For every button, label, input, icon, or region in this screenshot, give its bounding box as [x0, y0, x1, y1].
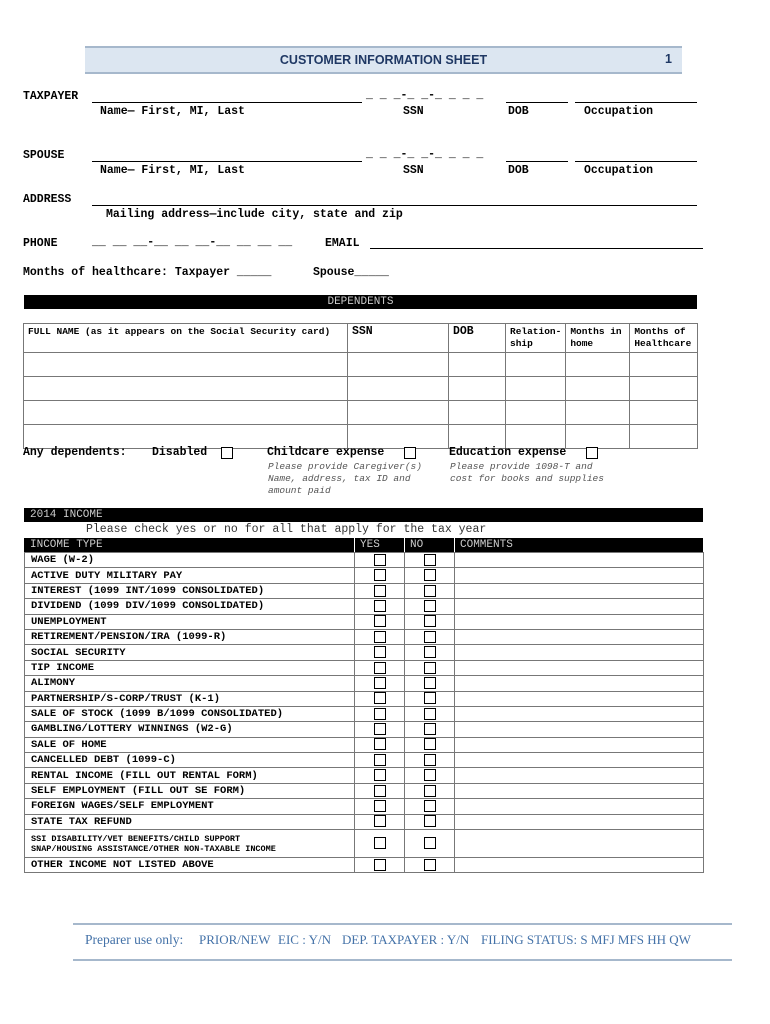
- income-no-cell: [405, 830, 455, 858]
- income-no-checkbox[interactable]: [424, 723, 436, 735]
- income-type-label: TIP INCOME: [31, 661, 95, 674]
- income-type-cell: [25, 614, 355, 629]
- income-comment-cell[interactable]: [455, 706, 704, 721]
- income-comment-cell[interactable]: [455, 599, 704, 614]
- income-row: [25, 830, 704, 858]
- dependent-ssn-cell[interactable]: [348, 377, 449, 401]
- dependent-name-cell[interactable]: [24, 401, 348, 425]
- childcare-label: Childcare expense: [267, 446, 385, 459]
- income-no-cell: [405, 783, 455, 798]
- healthcare-spouse[interactable]: Spouse_____: [313, 266, 389, 279]
- col-relationship: Relation-ship: [506, 324, 566, 353]
- income-yes-checkbox[interactable]: [374, 785, 386, 797]
- income-no-cell: [405, 768, 455, 783]
- income-no-checkbox[interactable]: [424, 769, 436, 781]
- income-type-label: RENTAL INCOME (FILL OUT RENTAL FORM): [31, 769, 258, 782]
- income-yes-checkbox[interactable]: [374, 600, 386, 612]
- spouse-dob-caption: DOB: [508, 164, 529, 177]
- ssi-label-line1: SSI DISABILITY/VET BENEFITS/CHILD SUPPORT: [31, 833, 241, 844]
- income-type-label: ALIMONY: [31, 677, 76, 690]
- dependents-bar: [24, 295, 697, 309]
- page-number: 1: [665, 52, 672, 66]
- taxpayer-ssn-field[interactable]: _ _ _-_ _-_ _ _ _: [366, 89, 484, 102]
- dependent-health-cell[interactable]: [630, 377, 698, 401]
- spouse-name-field[interactable]: [92, 161, 362, 162]
- dependent-row: [24, 425, 698, 449]
- taxpayer-label: TAXPAYER: [23, 90, 79, 103]
- dependent-home-cell[interactable]: [566, 377, 630, 401]
- taxpayer-ssn-caption: SSN: [403, 105, 424, 118]
- income-row: [25, 583, 704, 598]
- income-no-checkbox[interactable]: [424, 646, 436, 658]
- income-no-cell: [405, 553, 455, 568]
- income-yes-checkbox[interactable]: [374, 815, 386, 827]
- income-bar-title: 2014 INCOME: [30, 509, 103, 521]
- income-row: [25, 753, 704, 768]
- income-yes-checkbox[interactable]: [374, 615, 386, 627]
- income-yes-checkbox[interactable]: [374, 646, 386, 658]
- income-yes-checkbox[interactable]: [374, 769, 386, 781]
- income-no-checkbox[interactable]: [424, 554, 436, 566]
- income-row: [25, 722, 704, 737]
- income-yes-cell: [355, 583, 405, 598]
- income-type-cell: [25, 858, 355, 873]
- income-type-cell: [25, 814, 355, 829]
- income-row: [25, 568, 704, 583]
- income-type-label: SALE OF STOCK (1099 B/1099 CONSOLIDATED): [31, 708, 284, 721]
- address-field[interactable]: [92, 205, 697, 206]
- address-caption: Mailing address—include city, state and zip: [106, 208, 403, 221]
- dependent-home-cell[interactable]: [566, 425, 630, 449]
- income-yes-cell: [355, 783, 405, 798]
- col-months-home: Months in home: [566, 324, 630, 353]
- income-type-label: GAMBLING/LOTTERY WINNINGS (W2-G): [31, 723, 233, 736]
- col-full-name: FULL NAME (as it appears on the Social Security card): [24, 324, 348, 353]
- income-type-label: SOCIAL SECURITY: [31, 646, 126, 659]
- col-no: NO: [410, 539, 424, 551]
- income-no-cell: [405, 568, 455, 583]
- income-comment-cell[interactable]: [455, 722, 704, 737]
- dependent-ssn-cell[interactable]: [348, 401, 449, 425]
- dependent-relation-cell[interactable]: [506, 353, 566, 377]
- income-comment-cell[interactable]: [455, 614, 704, 629]
- income-type-cell: [25, 645, 355, 660]
- sheet-header: [85, 46, 682, 74]
- col-months-healthcare: Months of Healthcare: [630, 324, 698, 353]
- income-comment-cell[interactable]: [455, 830, 704, 858]
- income-type-cell: [25, 768, 355, 783]
- preparer-label: Preparer use only:: [85, 932, 184, 947]
- income-yes-cell: [355, 645, 405, 660]
- prior-new-option[interactable]: PRIOR/NEW: [199, 932, 271, 947]
- taxpayer-name-field[interactable]: [92, 102, 362, 103]
- income-comment-cell[interactable]: [455, 568, 704, 583]
- income-type-label: PARTNERSHIP/S-CORP/TRUST (K-1): [31, 692, 221, 705]
- income-row: [25, 614, 704, 629]
- income-comment-cell[interactable]: [455, 660, 704, 675]
- income-yes-checkbox[interactable]: [374, 738, 386, 750]
- income-yes-checkbox[interactable]: [374, 754, 386, 766]
- income-type-label: UNEMPLOYMENT: [31, 615, 107, 628]
- dependent-ssn-cell[interactable]: [348, 425, 449, 449]
- income-no-checkbox[interactable]: [424, 662, 436, 674]
- income-comment-cell[interactable]: [455, 799, 704, 814]
- income-type-label: DIVIDEND (1099 DIV/1099 CONSOLIDATED): [31, 600, 265, 613]
- spouse-ssn-field[interactable]: _ _ _-_ _-_ _ _ _: [366, 148, 484, 161]
- dependent-home-cell[interactable]: [566, 401, 630, 425]
- income-comment-cell[interactable]: [455, 753, 704, 768]
- income-no-checkbox[interactable]: [424, 837, 436, 849]
- dependent-name-cell[interactable]: [24, 377, 348, 401]
- preparer-footer: [73, 923, 732, 961]
- income-yes-cell: [355, 799, 405, 814]
- phone-label: PHONE: [23, 237, 58, 250]
- taxpayer-occupation-field[interactable]: [575, 102, 697, 103]
- dependent-home-cell[interactable]: [566, 353, 630, 377]
- income-yes-checkbox[interactable]: [374, 554, 386, 566]
- income-comment-cell[interactable]: [455, 583, 704, 598]
- income-type-cell: [25, 629, 355, 644]
- income-row: [25, 783, 704, 798]
- col-income-type: INCOME TYPE: [30, 539, 103, 551]
- income-yes-cell: [355, 568, 405, 583]
- spouse-occupation-field[interactable]: [575, 161, 697, 162]
- income-yes-cell: [355, 858, 405, 873]
- income-no-cell: [405, 814, 455, 829]
- income-no-cell: [405, 737, 455, 752]
- income-row: [25, 553, 704, 568]
- income-yes-cell: [355, 629, 405, 644]
- income-no-checkbox[interactable]: [424, 859, 436, 871]
- income-yes-cell: [355, 614, 405, 629]
- income-instruction: Please check yes or no for all that apply for the tax year: [86, 523, 487, 536]
- col-ssn: SSN: [348, 324, 449, 353]
- income-no-checkbox[interactable]: [424, 738, 436, 750]
- income-no-cell: [405, 599, 455, 614]
- taxpayer-name-caption: Name— First, MI, Last: [100, 105, 245, 118]
- income-row: [25, 737, 704, 752]
- dependent-health-cell[interactable]: [630, 425, 698, 449]
- income-type-label: INTEREST (1099 INT/1099 CONSOLIDATED): [31, 584, 265, 597]
- income-no-checkbox[interactable]: [424, 692, 436, 704]
- income-no-cell: [405, 858, 455, 873]
- income-type-label: RETIREMENT/PENSION/IRA (1099-R): [31, 631, 227, 644]
- income-no-cell: [405, 799, 455, 814]
- income-type-cell: [25, 799, 355, 814]
- income-row: [25, 629, 704, 644]
- dependent-dob-cell[interactable]: [449, 425, 506, 449]
- income-row: [25, 691, 704, 706]
- col-dob: DOB: [449, 324, 506, 353]
- dependent-dob-cell[interactable]: [449, 353, 506, 377]
- other-income-label: OTHER INCOME NOT LISTED ABOVE: [31, 859, 214, 872]
- income-type-cell: [25, 583, 355, 598]
- income-yes-checkbox[interactable]: [374, 837, 386, 849]
- income-comment-cell[interactable]: [455, 553, 704, 568]
- address-label: ADDRESS: [23, 193, 72, 206]
- email-field[interactable]: [370, 248, 703, 249]
- income-no-cell: [405, 660, 455, 675]
- income-no-cell: [405, 722, 455, 737]
- income-yes-cell: [355, 753, 405, 768]
- income-no-checkbox[interactable]: [424, 708, 436, 720]
- income-type-label: FOREIGN WAGES/SELF EMPLOYMENT: [31, 800, 214, 813]
- filing-status-option[interactable]: FILING STATUS: S MFJ MFS HH QW: [481, 932, 691, 947]
- income-no-checkbox[interactable]: [424, 785, 436, 797]
- email-label: EMAIL: [325, 237, 360, 250]
- income-yes-checkbox[interactable]: [374, 631, 386, 643]
- spouse-ssn-caption: SSN: [403, 164, 424, 177]
- income-no-checkbox[interactable]: [424, 754, 436, 766]
- income-yes-checkbox[interactable]: [374, 569, 386, 581]
- income-no-checkbox[interactable]: [424, 615, 436, 627]
- dependent-ssn-cell[interactable]: [348, 353, 449, 377]
- dep-taxpayer-option[interactable]: DEP. TAXPAYER : Y/N: [342, 932, 470, 947]
- dependent-relation-cell[interactable]: [506, 401, 566, 425]
- income-comment-cell[interactable]: [455, 814, 704, 829]
- healthcare-taxpayer[interactable]: Months of healthcare: Taxpayer _____: [23, 266, 272, 279]
- income-row: [25, 768, 704, 783]
- income-no-cell: [405, 706, 455, 721]
- income-type-cell: [25, 783, 355, 798]
- dependent-relation-cell[interactable]: [506, 425, 566, 449]
- income-comment-cell[interactable]: [455, 676, 704, 691]
- dependents-bar-title: DEPENDENTS: [327, 296, 394, 308]
- income-yes-checkbox[interactable]: [374, 692, 386, 704]
- income-comment-cell[interactable]: [455, 691, 704, 706]
- income-yes-cell: [355, 706, 405, 721]
- sheet-title: CUSTOMER INFORMATION SHEET: [279, 53, 488, 67]
- spouse-occupation-caption: Occupation: [584, 164, 654, 177]
- income-no-cell: [405, 583, 455, 598]
- income-type-cell: [25, 753, 355, 768]
- income-yes-cell: [355, 676, 405, 691]
- income-row: [25, 599, 704, 614]
- income-type-cell: [25, 599, 355, 614]
- dependent-health-cell[interactable]: [630, 401, 698, 425]
- disabled-label: Disabled: [152, 446, 208, 459]
- income-type-cell: [25, 568, 355, 583]
- taxpayer-dob-field[interactable]: [506, 102, 568, 103]
- income-row: [25, 814, 704, 829]
- income-yes-cell: [355, 691, 405, 706]
- income-type-cell: [25, 830, 355, 858]
- any-dependents-label: Any dependents:: [23, 446, 127, 459]
- income-row: [25, 858, 704, 873]
- education-note: Please provide 1098-T and cost for books and supplies: [450, 461, 604, 484]
- income-row: [25, 706, 704, 721]
- income-yes-checkbox[interactable]: [374, 708, 386, 720]
- income-header-bar: [24, 538, 703, 552]
- income-yes-checkbox[interactable]: [374, 800, 386, 812]
- ssi-label-line2: SNAP/HOUSING ASSISTANCE/OTHER NON-TAXABLE INCOME: [31, 843, 276, 854]
- income-no-cell: [405, 753, 455, 768]
- income-table: [24, 552, 704, 873]
- income-no-cell: [405, 691, 455, 706]
- taxpayer-occupation-caption: Occupation: [584, 105, 654, 118]
- income-yes-cell: [355, 599, 405, 614]
- income-no-checkbox[interactable]: [424, 569, 436, 581]
- income-type-cell: [25, 676, 355, 691]
- dependent-name-cell[interactable]: [24, 425, 348, 449]
- income-yes-cell: [355, 737, 405, 752]
- income-yes-cell: [355, 660, 405, 675]
- income-type-label: CANCELLED DEBT (1099-C): [31, 754, 176, 767]
- income-yes-checkbox[interactable]: [374, 723, 386, 735]
- dependent-dob-cell[interactable]: [449, 377, 506, 401]
- dependent-row: [24, 377, 698, 401]
- income-type-cell: [25, 553, 355, 568]
- income-comment-cell[interactable]: [455, 768, 704, 783]
- dependents-table: [23, 323, 698, 449]
- income-type-cell: [25, 691, 355, 706]
- dependent-dob-cell[interactable]: [449, 401, 506, 425]
- income-no-cell: [405, 645, 455, 660]
- dependent-row: [24, 401, 698, 425]
- income-yes-cell: [355, 830, 405, 858]
- income-row: [25, 645, 704, 660]
- income-no-checkbox[interactable]: [424, 631, 436, 643]
- childcare-checkbox[interactable]: [404, 447, 416, 459]
- income-type-label: ACTIVE DUTY MILITARY PAY: [31, 569, 183, 582]
- dependent-relation-cell[interactable]: [506, 377, 566, 401]
- income-type-cell: [25, 706, 355, 721]
- income-comment-cell[interactable]: [455, 629, 704, 644]
- income-no-checkbox[interactable]: [424, 677, 436, 689]
- income-comment-cell[interactable]: [455, 737, 704, 752]
- income-type-cell: [25, 660, 355, 675]
- income-yes-cell: [355, 553, 405, 568]
- education-label: Education expense: [449, 446, 567, 459]
- income-yes-checkbox[interactable]: [374, 677, 386, 689]
- income-no-cell: [405, 629, 455, 644]
- income-comment-cell[interactable]: [455, 645, 704, 660]
- income-yes-checkbox[interactable]: [374, 585, 386, 597]
- income-no-checkbox[interactable]: [424, 600, 436, 612]
- taxpayer-dob-caption: DOB: [508, 105, 529, 118]
- income-no-checkbox[interactable]: [424, 585, 436, 597]
- income-yes-cell: [355, 722, 405, 737]
- income-yes-cell: [355, 768, 405, 783]
- col-yes: YES: [360, 539, 380, 551]
- dependent-name-cell[interactable]: [24, 353, 348, 377]
- income-row: [25, 676, 704, 691]
- spouse-label: SPOUSE: [23, 149, 65, 162]
- income-comment-cell[interactable]: [455, 783, 704, 798]
- dependent-row: [24, 353, 698, 377]
- income-yes-checkbox[interactable]: [374, 859, 386, 871]
- income-type-label: SELF EMPLOYMENT (FILL OUT SE FORM): [31, 785, 246, 798]
- income-no-checkbox[interactable]: [424, 800, 436, 812]
- spouse-name-caption: Name— First, MI, Last: [100, 164, 245, 177]
- income-type-label: WAGE (W-2): [31, 554, 95, 567]
- income-row: [25, 799, 704, 814]
- income-type-label: STATE TAX REFUND: [31, 815, 132, 828]
- income-yes-checkbox[interactable]: [374, 662, 386, 674]
- income-no-cell: [405, 676, 455, 691]
- education-checkbox[interactable]: [586, 447, 598, 459]
- eic-option[interactable]: EIC : Y/N: [278, 932, 331, 947]
- income-no-cell: [405, 614, 455, 629]
- col-comments: COMMENTS: [460, 539, 513, 551]
- phone-field[interactable]: __ __ __-__ __ __-__ __ __ __: [92, 236, 293, 249]
- income-row: [25, 660, 704, 675]
- disabled-checkbox[interactable]: [221, 447, 233, 459]
- income-type-cell: [25, 737, 355, 752]
- childcare-note: Please provide Caregiver(s) Name, address, tax ID and amount paid: [268, 461, 422, 496]
- income-bar: [24, 508, 703, 522]
- income-comment-cell[interactable]: [455, 858, 704, 873]
- income-no-checkbox[interactable]: [424, 815, 436, 827]
- income-type-cell: [25, 722, 355, 737]
- spouse-dob-field[interactable]: [506, 161, 568, 162]
- dependent-health-cell[interactable]: [630, 353, 698, 377]
- income-yes-cell: [355, 814, 405, 829]
- income-type-label: SALE OF HOME: [31, 738, 107, 751]
